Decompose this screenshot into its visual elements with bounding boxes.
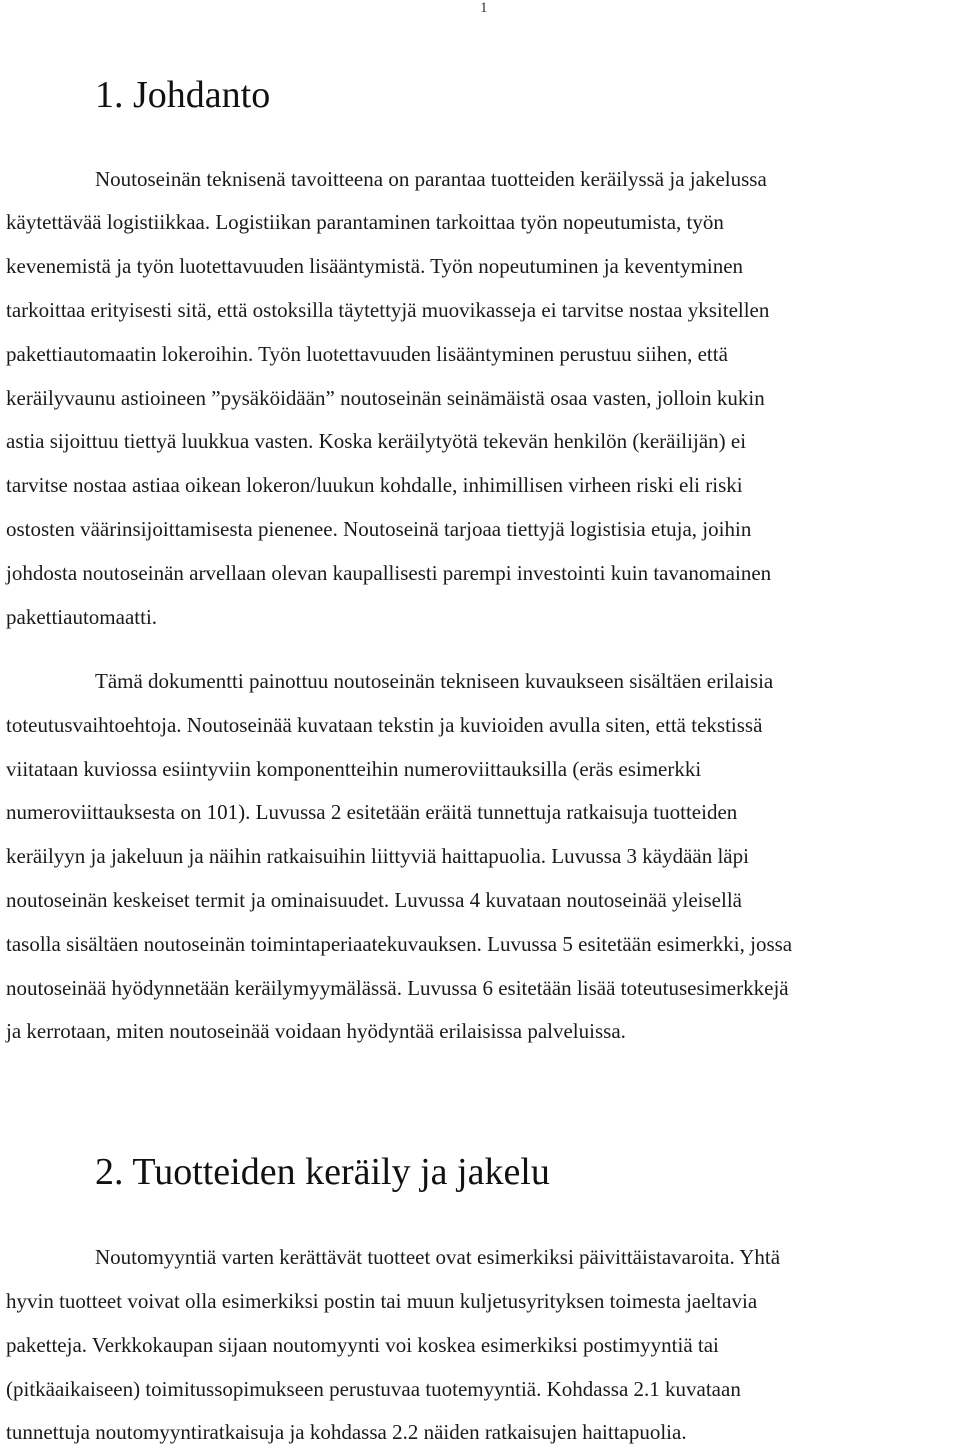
text-line: Noutomyyntiä varten kerättävät tuotteet ovat esimerkiksi päivittäistavaroita. Yhtä xyxy=(95,1245,781,1269)
text-line: keräilyyn ja jakeluun ja näihin ratkaisuihin liittyviä haittapuolia. Luvussa 3 käydään läpi xyxy=(6,844,749,868)
text-line: Noutoseinän teknisenä tavoitteena on parantaa tuotteiden keräilyssä ja jakelussa xyxy=(95,167,767,191)
page-number: 1 xyxy=(480,0,488,16)
text-line: viitataan kuviossa esiintyviin komponentteihin numeroviittauksilla (eräs esimerkki xyxy=(6,757,702,781)
text-line: tarvitse nostaa astiaa oikean lokeron/luukun kohdalle, inhimillisen virheen riski eli riski xyxy=(6,473,743,497)
text-line: johdosta noutoseinän arvellaan olevan kaupallisesti parempi investointi kuin tavanomainen xyxy=(6,561,772,585)
text-line: käytettävää logistiikkaa. Logistiikan parantaminen tarkoittaa työn nopeutumista, työn xyxy=(6,210,724,234)
text-line: paketteja. Verkkokaupan sijaan noutomyynti voi koskea esimerkiksi postimyyntiä tai xyxy=(6,1333,719,1357)
text-line: ja kerrotaan, miten noutoseinää voidaan hyödyntää erilaisissa palveluissa. xyxy=(6,1019,626,1043)
text-line: noutoseinän keskeiset termit ja ominaisuudet. Luvussa 4 kuvataan noutoseinää yleisellä xyxy=(6,888,742,912)
text-line: tunnettuja noutomyyntiratkaisuja ja kohdassa 2.2 näiden ratkaisujen haittapuolia. xyxy=(6,1420,687,1444)
text-line: Tämä dokumentti painottuu noutoseinän tekniseen kuvaukseen sisältäen erilaisia xyxy=(95,669,774,693)
text-line: (pitkäaikaiseen) toimitussopimukseen perustuvaa tuotemyyntiä. Kohdassa 2.1 kuvataan xyxy=(6,1377,741,1401)
text-line: pakettiautomaatti. xyxy=(6,605,158,629)
text-line: numeroviittauksesta on 101). Luvussa 2 esitetään eräitä tunnettuja ratkaisuja tuotteiden xyxy=(6,800,738,824)
text-line: tasolla sisältäen noutoseinän toimintaperiaatekuvauksen. Luvussa 5 esitetään esimerkki, jossa xyxy=(6,932,793,956)
text-line: tarkoittaa erityisesti sitä, että ostoksilla täytettyjä muovikasseja ei tarvitse nostaa yksitellen xyxy=(6,298,770,322)
text-line: hyvin tuotteet voivat olla esimerkiksi postin tai muun kuljetusyrityksen toimesta jaeltavia xyxy=(6,1289,758,1313)
text-line: keräilyvaunu astioineen ”pysäköidään” noutoseinän seinämäistä osaa vasten, jolloin kukin xyxy=(6,386,765,410)
section-heading-tuotteiden-keraily: 2. Tuotteiden keräily ja jakelu xyxy=(95,1151,550,1193)
text-line: noutoseinää hyödynnetään keräilymyymälässä. Luvussa 6 esitetään lisää toteutusesimerkkejä xyxy=(6,976,789,1000)
text-line: ostosten väärinsijoittamisesta pienenee. Noutoseinä tarjoaa tiettyjä logistisia etuja, joihin xyxy=(6,517,752,541)
text-line: kevenemistä ja työn luotettavuuden lisääntymistä. Työn nopeutuminen ja keventyminen xyxy=(6,254,744,278)
text-line: astia sijoittuu tiettyä luukkua vasten. Koska keräilytyötä tekevän henkilön (keräilijän) ei xyxy=(6,429,747,453)
text-line: toteutusvaihtoehtoja. Noutoseinää kuvataan tekstin ja kuvioiden avulla siten, että tekstissä xyxy=(6,713,763,737)
text-line: pakettiautomaatin lokeroihin. Työn luotettavuuden lisääntyminen perustuu siihen, että xyxy=(6,342,728,366)
section-heading-johdanto: 1. Johdanto xyxy=(95,74,271,116)
